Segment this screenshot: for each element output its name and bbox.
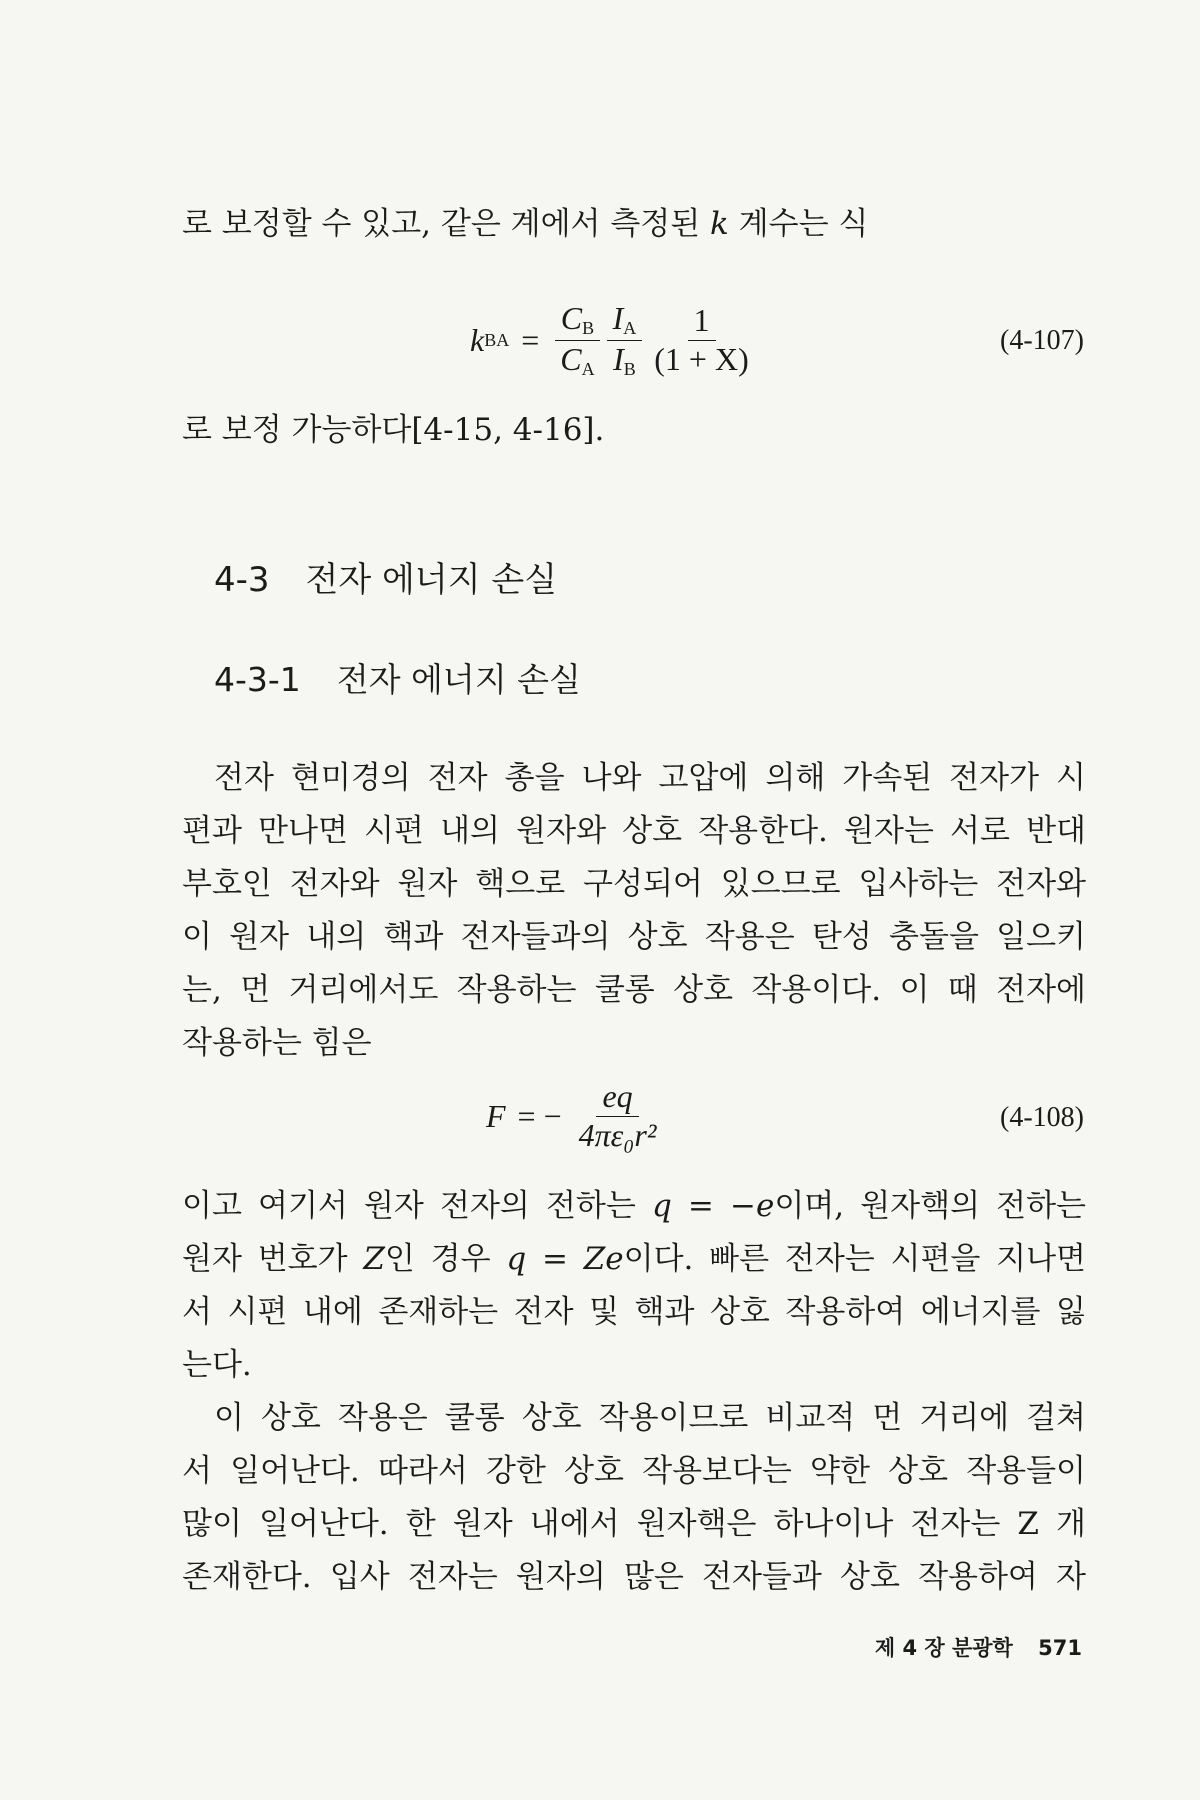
after-equation-line: 로 보정 가능하다[4-15, 4-16]. (182, 412, 605, 448)
equation-number-4-108: (4-108) (1000, 1102, 1084, 1133)
fraction-one-over-x: $\frac{1}{(1 + X)}$ (654, 302, 749, 377)
equation-4-107: k BA = $\frac{C_B}{C_A}$ $\frac{I_A}{I_B}$ $\frac{1}{(1 + X)}$ (470, 302, 758, 379)
page-footer (875, 1632, 1082, 1662)
equation-number-4-107: (4-107) (1000, 325, 1084, 356)
subsection-heading: 4-3-1 전자 에너지 손실 (214, 660, 581, 699)
chapter-label: 제 4 장 분광학 (874, 1636, 1013, 1660)
fraction-coulomb: $\frac{eq}{\text{4πε₀r²}}$ (578, 1078, 657, 1153)
intro-line: 로 보정할 수 있고, 같은 계에서 측정된 k 계수는 식 (182, 206, 869, 242)
fraction-ia-ib: $\frac{I_A}{I_B}$ (607, 302, 643, 379)
section-heading: 4-3 전자 에너지 손실 (214, 560, 558, 600)
page-number: 571 (1038, 1636, 1082, 1660)
paragraph-1: 전자 현미경의 전자 총을 나와 고압에 의해 가속된 전자가 시 편과 만나면 시편 내의 원자와 상호 작용한다. 원자는 서로 반대 부호인 전자와 원자 핵으로 구성되어 있으므로 입사하는 전자와 이 원자 내의 핵과 전자들과의 상호 작용은 탄성 충돌을 일으키 는, 먼 거리에서도 작용하는 쿨롱 상호 작용이다. 이 때 전자에 작용하는 힘은 (182, 760, 1086, 1061)
fraction-cb-ca: $\frac{C_B}{C_A}$ (554, 302, 600, 379)
paragraph-3: 이 상호 작용은 쿨롱 상호 작용이므로 비교적 먼 거리에 걸쳐 서 일어난다. 따라서 강한 상호 작용보다는 약한 상호 작용들이 많이 일어난다. 한 원자 내에서 원자핵은 하나이나 전자는 Z 개 존재한다. 입사 전자는 원자의 많은 전자들과 상호 작용하여 자 (182, 1400, 1086, 1595)
paragraph-2: 이고 여기서 원자 전자의 전하는 q = −e이며, 원자핵의 전하는 원자 번호가 Z인 경우 q = Ze이다. 빠른 전자는 시편을 지나면 서 시편 내에 존재하는 전자 및 핵과 상호 작용하여 에너지를 잃 는다. (182, 1188, 1086, 1383)
equation-4-108: F = − $\frac{eq}{\text{4πε₀r²}}$ (486, 1080, 665, 1152)
